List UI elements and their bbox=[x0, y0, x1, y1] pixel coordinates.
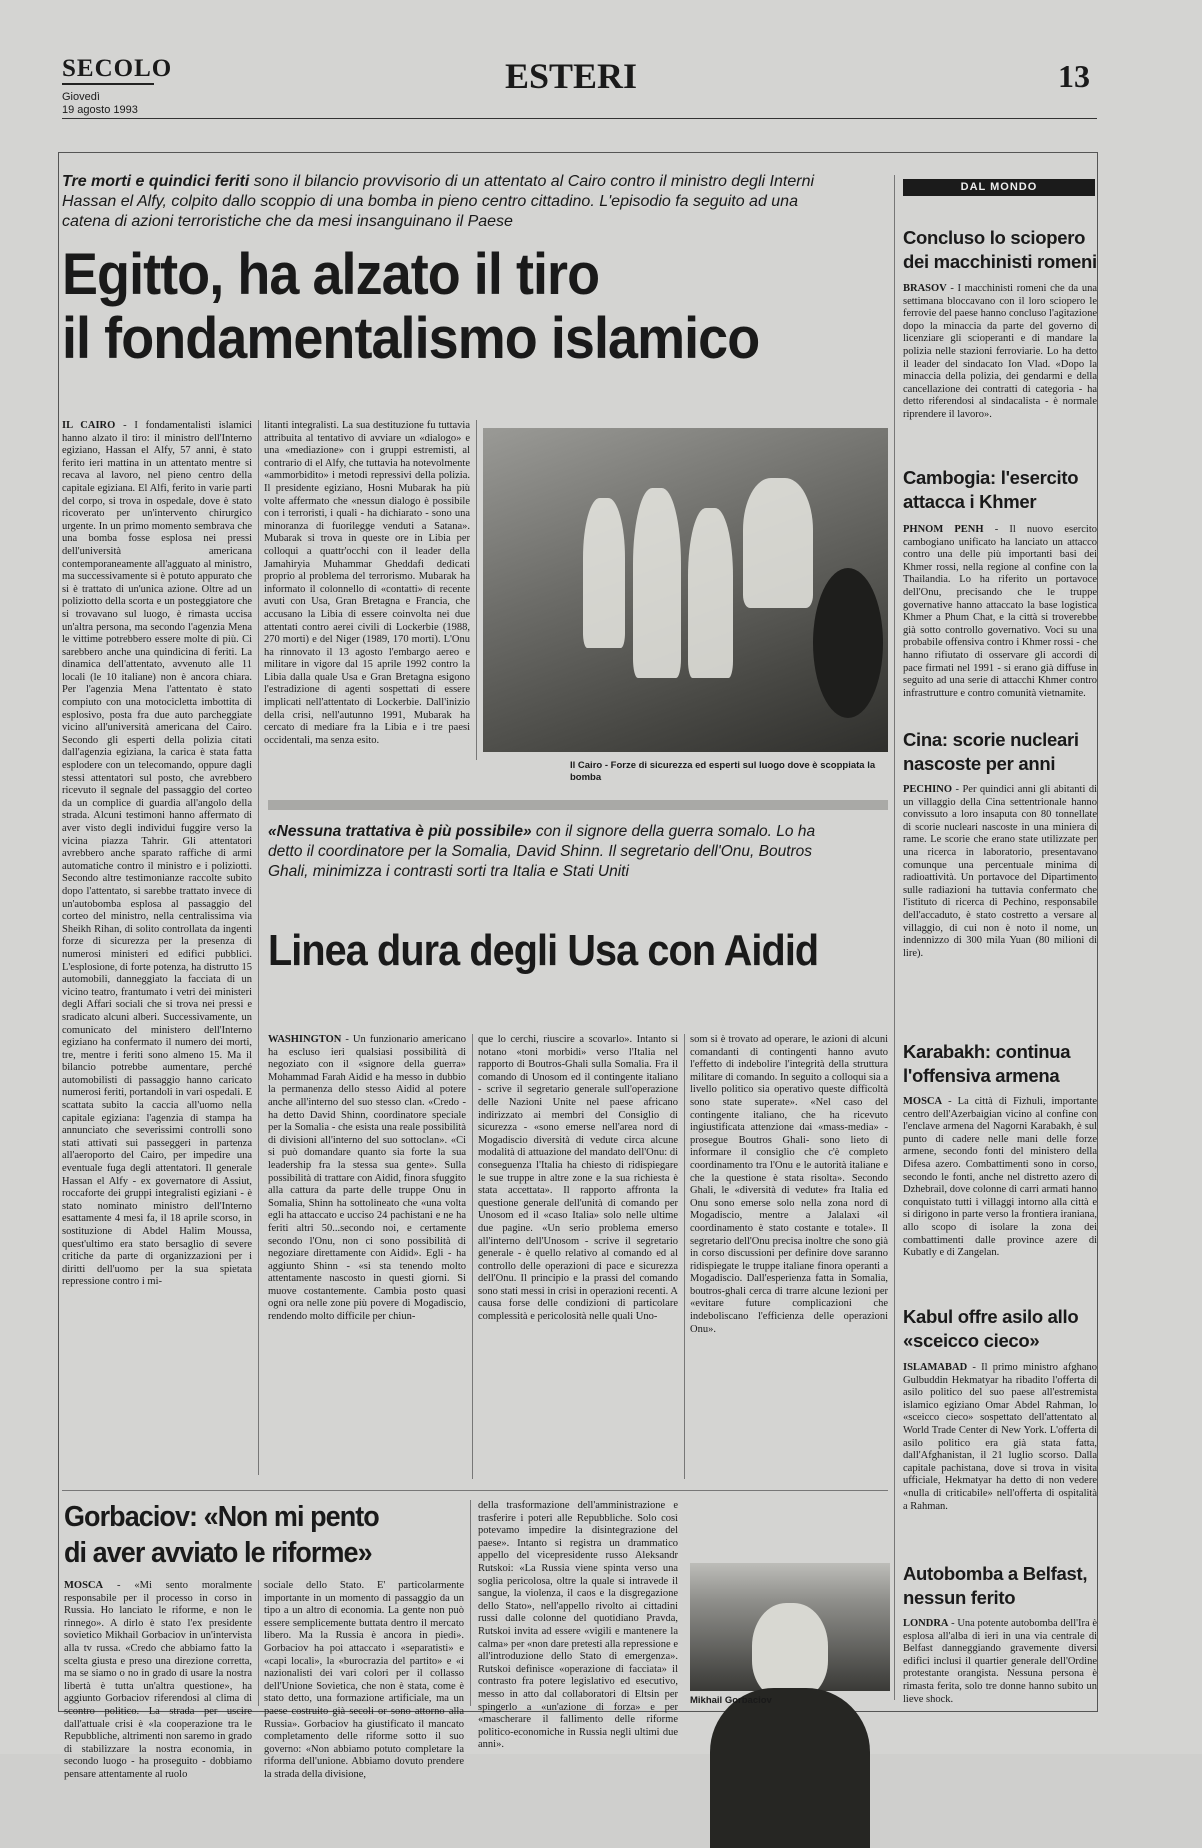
somalia-kicker bbox=[268, 822, 848, 882]
story-rule bbox=[62, 1490, 888, 1491]
lead-kicker-bold: Tre morti e quindici feriti bbox=[62, 173, 250, 190]
gorbaciov-dateline: MOSCA bbox=[64, 1580, 104, 1591]
photo-figure bbox=[743, 478, 813, 608]
brief-title-romania: Concluso lo sciopero dei macchinisti romeni bbox=[903, 227, 1097, 272]
gorbaciov-headline-line1: Gorbaciov: «Non mi pento bbox=[64, 1501, 379, 1533]
brief-text: - Il primo ministro afghano Gulbuddin Hekmatyar ha ribadito l'offerta di asilo politico del suo paese all'estremista islamico egiziano Omar Abdel Rahman, lo «sceicco cieco» sospettato dell'attentato al World Trade Center di New York. L'offerta di asilo politico era già stata fatta, dall'Afghanistan, il 21 luglio scorso. Dalla capitale pachistana, dove si trova in visita ufficiale, Hekmatyar ha detto di non vedere «nulla di criticabile» nell'offerta di ospitalità a Rahman. bbox=[903, 1362, 1097, 1512]
somalia-column-1 bbox=[268, 1034, 466, 1479]
gorbaciov-col2-text: sociale dello Stato. E' particolarmente importante in un momento di passaggio da un tipo a un altro di economia. La gente non può essere semplicemente buttata dentro il mercato libero. Ma la Russia è ancora in piedi». Gorbaciov ha poi attaccato i «separatisti» e «capi locali», la «burocrazia del partito» e «i nazionalisti dei vari colori per il collasso dell'Unione Sovietica, che non è stata, come è stato detto, una formazione artificiale, ma un paese costruito già secoli or sono attorno alla Russia». Gorbaciov ha giustificato il mancato completamento delle riforme sotto il suo governo: «Non abbiamo potuto completare la riforma dell'unione. Abbiamo dovuto prendere la strada della divisione, bbox=[264, 1580, 464, 1780]
column-rule bbox=[472, 1034, 473, 1479]
somalia-kicker-bold: «Nessuna trattativa è più possibile» bbox=[268, 823, 532, 840]
gorbaciov-column-1 bbox=[64, 1580, 252, 1780]
cairo-photo-caption: Il Cairo - Forze di sicurezza ed esperti sul luogo dove è scoppiata la bomba bbox=[570, 760, 876, 783]
masthead-logo: SECOLO bbox=[62, 55, 173, 82]
somalia-headline: Linea dura degli Usa con Aidid bbox=[268, 926, 819, 975]
lead-column-1 bbox=[62, 420, 252, 1475]
somalia-col1-text: - Un funzionario americano ha escluso ieri qualsiasi possibilità di negoziato con il «signore della guerra» Mohammad Farah Aidid e ha messo in dubbio la permanenza dello stesso Aidid al potere anche all'interno del suo stesso clan. «Credo - ha detto David Shinn, coordinatore speciale per la Somalia - che esista una reale possibilità di divisioni all'interno del suo sottoclan». «Ci si può domandare quanto sia forte la sua leadership fra la stessa sua gente». Sulla possibilità di trattare con Aidid, finora sfuggito alla cattura da parte delle truppe Onu in Somalia, Shinn ha sottolineato che «una volta egli ha attaccato e ucciso 24 pachistani e ne ha feriti altri 50...secondo noi, e certamente secondo l'Onu, non ci sono possibilità di negoziare direttamente con Aidid». Egli - ha aggiunto Shinn - «si sta tenendo molto attentamente nascosto in questi giorni. Si muove costantemente. Cambia posto quasi ogni ora nelle zone più povere di Mogadiscio, rendendo molto difficile per chiun- bbox=[268, 1034, 466, 1323]
brief-text: - Una potente autobomba dell'Ira è esplosa all'alba di ieri in una via centrale di Belfast danneggiando gravemente diversi edifici inclusi il quartier generale dell'Ordine protestante orangista. Nessuna persona è rimasta ferita, solo tre donne hanno subito un lieve shock. bbox=[903, 1618, 1097, 1705]
masthead-day: Giovedì bbox=[62, 91, 100, 103]
sidebar-tag: DAL MONDO bbox=[903, 179, 1095, 196]
lead-kicker bbox=[62, 172, 832, 232]
brief-body-romania bbox=[903, 283, 1097, 448]
lead-column-2 bbox=[264, 420, 470, 760]
gray-band bbox=[268, 800, 888, 810]
column-rule bbox=[258, 1580, 259, 1706]
masthead-rule bbox=[62, 118, 1097, 119]
photo-figure bbox=[688, 508, 733, 678]
gorbaciov-column-2 bbox=[264, 1580, 464, 1780]
masthead-date: 19 agosto 1993 bbox=[62, 104, 138, 116]
brief-body-belfast bbox=[903, 1618, 1097, 1706]
brief-dateline: PHNOM PENH bbox=[903, 524, 984, 535]
photo-figure bbox=[633, 488, 681, 678]
brief-title-cambodia: Cambogia: l'esercito attacca i Khmer bbox=[903, 467, 1079, 512]
lead-kicker-text: sono il bilancio provvisorio di un attentato al Cairo contro il ministro degli Interni Hassan el Alfy, colpito dallo scoppio di una bomba in pieno centro cittadino. L'episodio fa seguito ad una catena di azioni terroristiche che da mesi insanguinano il Paese bbox=[62, 173, 815, 230]
brief-title-karabakh: Karabakh: continua l'offensiva armena bbox=[903, 1041, 1071, 1086]
gorbaciov-column-3 bbox=[478, 1500, 678, 1751]
brief-title-belfast: Autobomba a Belfast, nessun ferito bbox=[903, 1563, 1088, 1608]
brief-title-china: Cina: scorie nucleari nascoste per anni bbox=[903, 729, 1079, 774]
lead-dateline: IL CAIRO bbox=[62, 420, 116, 431]
brief-dateline: ISLAMABAD bbox=[903, 1362, 968, 1373]
brief-dateline: PECHINO bbox=[903, 784, 953, 795]
brief-body-china bbox=[903, 784, 1097, 1024]
somalia-dateline: WASHINGTON bbox=[268, 1034, 342, 1045]
brief-text: - I macchinisti romeni che da una settimana bloccavano con il loro sciopero le ferrovie del paese hanno concluso l'agitazione dopo la minaccia da parte del governo di licenziare gli scioperanti e di mandare la polizia nelle stazioni ferroviarie. Lo ha detto il leader del sindacato Ion Vlad. «Dopo la minaccia della polizia, dei gendarmi e della cancellazione dei contratti di categoria - ha detto riferendosi al sindacalista - è normale riprendere il lavoro». bbox=[903, 283, 1097, 420]
cairo-bomb-photo bbox=[483, 428, 888, 752]
lead-col2-text: litanti integralisti. La sua destituzione fu tuttavia attribuita al tentativo di avviare un «dialogo» e una «mediazione» con i gruppi estremisti, al contrario di el Alfy, che tuttavia ha notevolmente «ammorbidito» i metodi repressivi della polizia. Il presidente egiziano, Hosni Mubarak ha più volte affermato che «nessun dialogo è possibile con i terroristi, i quali - ha dichiarato - sono una minoranza di fuorilegge venduti a Satana». Mubarak si trova in queste ore in Libia per colloqui a quattr'occhi con il leader della Jamahiryia Muhammar Gheddafi dedicati proprio al problema del terrorismo. Mubarak ha informato il colonnello di «contatti» di recente avuti con Usa, Gran Bretagna e Francia, che accusano la Libia di essere coinvolta nei due attentati contro aerei civili di Lockerbie (1988, 270 morti) e del Niger (1989, 170 morti). L'Onu ha rinnovato il 13 agosto l'embargo aereo e militare in vigore dal 15 aprile 1992 contro la Libia dalla quale Usa e Gran Bretagna esigono l'estradizione di agenti sospettati di essere implicati nell'attentato di Lockerbie. Dall'inizio della crisi, nell'autunno 1991, Mubarak ha cercato di mediare fra la Libia e i tre paesi occidentali, ma senza esito. bbox=[264, 420, 470, 746]
gorbaciov-col1-text: - «Mi sento moralmente responsabile per il processo in corso in Russia. Ho lanciato le riforme, e non le rinnego». A dirlo è stato l'ex presidente sovietico Mikhail Gorbaciov in un'intervista alla tv russa. «Credo che abbiamo fatto la scelta giusta e preso una direzione corretta, ma se siamo o no in grado di usare la nostra libertà è tutta un'altra questione», ha aggiunto Gorbaciov riferendosi al clima di scontro politico. La strada per uscire dall'attuale crisi è «la cooperazione tra le Repubbliche, altrimenti non saremo in grado di stabilizzare la nostra economia, in secondo luogo - ha proseguito - dobbiamo pensare attentamente al ruolo bbox=[64, 1580, 252, 1780]
photo-figure bbox=[583, 498, 625, 648]
gorbaciov-portrait bbox=[690, 1563, 890, 1691]
somalia-column-3 bbox=[690, 1034, 888, 1479]
gorbaciov-col3-text: della trasformazione dell'amministrazione e trasferire i poteri alle Repubbliche. Solo così potevamo impedire la disintegrazione del paese». Intanto si registra un drammatico appello del vicepresidente russo Aleksandr Rutskoi: «La Russia viene spinta verso una soglia pericolosa, oltre la quale si intravede il sangue, la violenza, il caos e la disgregazione dello Stato», nell'appello rivolto ai cittadini russi dalle colonne del quotidiano Pravda, Rutskoi invita ad essere «vigili e mantenere la calma» per «non dare pretesti alla repressione e all'introduzione dello Stato di emergenza». Rutskoi definisce «operazione di facciata» il contrasto fra potere legislativo ed esecutivo, messo in atto dal collaboratori di Eltsin per spingerlo a «un'azione di forza» e per «mascherare il fallimento delle riforme politico-economiche in Russia negli ultimi due anni». bbox=[478, 1500, 678, 1751]
brief-dateline: BRASOV bbox=[903, 283, 947, 294]
column-rule bbox=[684, 1034, 685, 1479]
somalia-kicker-text: con il signore della guerra somalo. Lo ha detto il coordinatore per la Somalia, David Shinn. Il segretario dell'Onu, Boutros Ghali, minimizza i contrasti sorti tra Italia e Stati Uniti bbox=[268, 823, 816, 880]
column-rule bbox=[894, 175, 895, 1700]
brief-body-cambodia bbox=[903, 524, 1097, 710]
portrait-body bbox=[710, 1688, 870, 1848]
somalia-col2-text: que lo cerchi, riuscire a scovarlo». Intanto si notano «toni morbidi» verso l'Italia nel rapporto di Boutros-Ghali sulla Somalia. Fra il comando di Unosom ed il contingente italiano - scrive il segretario generale sull'operazione delle Nazioni Unite nel paese africano indirizzato ai membri del Consiglio di sicurezza - «sono emerse nell'area nord di Mogadiscio diversità di vedute circa alcune modalità di attuazione del mandato dell'Onu: di conseguenza l'Italia ha chiesto di ridispiegare le sue truppe in altre zone e la sua richiesta è stata accettata». Il rapporto affronta la questione generale dell'unità di comando per Unosom ed il «caso Italia» solo nelle ultime due pagine. «Un serio problema emerso all'interno dell'Unosom - scrive il segretario generale - è quello relativo al comando ed al controllo delle operazioni di pace e sicurezza dell'Onu. Il principio e la prassi del comando sono stati messi in crisi in operazioni recenti. A causa forse delle condizioni di particolare complessità e pericolosità nelle quali Uno- bbox=[478, 1034, 678, 1323]
brief-body-kabul bbox=[903, 1362, 1097, 1562]
brief-dateline: MOSCA bbox=[903, 1096, 943, 1107]
lead-col1-text: - I fondamentalisti islamici hanno alzato il tiro: il ministro dell'Interno egiziano, Hassan el Alfy, 57 anni, è stato ferito ieri mattina in un attentato mentre si recava al lavoro, nel pieno centro della capitale egiziana. El Alfi, ferito in varie parti del corpo, si trova in ospedale, dove è stato ricoverato per un'intervento chirurgico urgente. In un primo momento sembrava che una bomba fosse esplosa nei pressi dell'università americana contemporaneamente all'agguato al ministro, ma successivamente si è potuto appurato che si è trattato di un'unica azione. Oltre ad un poliziotto della scorta e un posteggiatore che si trovavano sul luogo, è rimasta uccisa un'altra persona, ma secondo l'agenzia Mena le vittime potrebbero essere molte di più. Ci sarebbero anche una quindicina di feriti. La dinamica dell'attentato, avvenuto alle 11 locali (le 10 italiane) non è ancora chiara. Per l'agenzia Mena l'attentato è stato compiuto con una motocicletta imbottita di esplosivo, posta fra due auto parcheggiate vicino all'università americana del Cairo. Secondo gli esperti della polizia citati dall'agenzia egiziana, la carica è stata fatta esplodere con un telecomando, oppure dagli stessi attentatori sul posto, che avrebbero ricevuto il segnale del passaggio del corteo da un complice di guardia all'angolo della strada. Alcuni testimoni hanno affermato di aver visto degli individui fuggire verso la vicina piazza Tahrir. Gli attentatori avrebbero anche sparato raffiche di armi automatiche contro il ministro e i poliziotti. Secondo altre testimonianze raccolte subito dopo l'attentato, si sarebbe trattato invece di un'autobomba esplosa al passaggio del corteo del ministro, nella centralissima via Sheikh Rihan, di solito controllata da ingenti forze di sicurezza per la presenza di numerosi ministeri ed edifici pubblici. L'esplosione, di forte potenza, ha distrutto 15 automobili, danneggiato la facciata di un vicino teatro, frantumato i vetri dei ministeri degli Affari sociali che si trova nei pressi e sradicato alcuni alberi. Successivamente, un comunicato del ministero dell'Interno egiziano ha confermato il numero dei morti, tre, mentre i feriti sono almeno 15. Ma il bilancio potrebbe aumentare, perché automobilisti di passaggio hanno caricato numerosi feriti, portandoli in vari ospedali. E scattata subito la caccia all'uomo nella capitale egiziana: l'agenzia di stampa ha annunciato che severissimi controlli sono stati attivati sui passeggeri in partenza all'aeroporto del Cairo, per impedire una eventuale fuga degli attentatori. Il generale Hassan el Alfy - ex governatore di Assiut, roccaforte dei gruppi integralisti egiziani - è stato nominato ministro dell'Interno esattamente 4 mesi fa, il 18 aprile scorso, in sostituzione di Abdel Halim Moussa, quest'ultimo era stato bersaglio di severe critiche da parte di organizzazioni per i diritti dell'uomo per la sua spietata repressione contro i mi- bbox=[62, 420, 252, 1288]
page-number: 13 bbox=[1058, 58, 1090, 94]
brief-text: - Per quindici anni gli abitanti di un villaggio della Cina settentrionale hanno convissuto a loro insaputa con 80 tonnellate di scorie nucleari nascoste in una miniera di rame. Le scorie che erano state utilizzate per una ricerca in laboratorio, presentavano comunque una percentuale minima di radioattività. Un portavoce del Dipartimento sulle radiazioni ha tuttavia confermato che l'istituto di ricerca di Pechino, responsabile dell'accaduto, è stato costretto a versare al villaggio, di cui non è noto il nome, un indennizzo di 300 mila Yuan (80 milioni di lire). bbox=[903, 784, 1097, 959]
somalia-column-2 bbox=[478, 1034, 678, 1479]
portrait-head bbox=[752, 1603, 828, 1699]
column-rule bbox=[470, 1500, 471, 1706]
brief-body-karabakh bbox=[903, 1096, 1097, 1296]
gorbaciov-headline-line2: di aver avviato le riforme» bbox=[64, 1537, 372, 1569]
masthead-logo-underline bbox=[62, 83, 154, 85]
lead-headline-line2: il fondamentalismo islamico bbox=[62, 306, 760, 371]
portrait-caption: Mikhail Gorbaciov bbox=[690, 1695, 772, 1706]
brief-title-kabul: Kabul offre asilo allo «sceicco cieco» bbox=[903, 1306, 1079, 1351]
brief-text: - La città di Fizhuli, importante centro dell'Azerbaigian vicino al confine con l'enclave armena del Nagorni Karabakh, è sul punto di cadere nelle mani delle forze armene, secondo fonti del ministero della Difesa azero. Combattimenti sono in corso, secondo le fonti, anche nel distretto azero di Dzhebrail, dove colonne di carri armati hanno conquistato tutti i villaggi intorno alla città e si dirigono in parte verso la frontiera iraniana, allo scopo di isolare la zona dei combattimenti dalle province azere di Kubatly e di Zangelan. bbox=[903, 1096, 1097, 1259]
column-rule bbox=[476, 420, 477, 760]
column-rule bbox=[258, 420, 259, 1475]
brief-text: - Il nuovo esercito cambogiano unificato ha lanciato un attacco contro una delle più importanti basi dei Khmer rossi, nella regione al confine con la Thailandia. Lo ha riferito un portavoce dell'Onu, precisando che le truppe governative hanno attaccato la base logistica Khmer a Phum Chat, e la città si troverebbe già sotto controllo governativo. Voci su una probabile offensiva contro i Khmer rossi - che hanno rifiutato di osservare gli accordi di pace firmati nel 1991 - si erano già diffuse in seguito ad una serie di attacchi Khmer contro infrastrutture e contro comunità vietnamite. bbox=[903, 524, 1097, 699]
brief-dateline: LONDRA bbox=[903, 1618, 949, 1629]
photo-figure bbox=[813, 568, 883, 718]
lead-headline-line1: Egitto, ha alzato il tiro bbox=[62, 242, 600, 307]
somalia-col3-text: som si è trovato ad operare, le azioni di alcuni comandanti di contingenti hanno avuto l'effetto di indebolire l'integrità della struttura militare di comando. In seguito a colloqui sia a livello politico sia operativo queste difficoltà sono state superate». «Nel caso del contingente italiano, che ha ricevuto ingiustificata attenzione dai «mass-media» - prosegue Boutros Ghali- sono lieto di informare il consiglio che c'è completo coordinamento tra l'Onu e le autorità italiane e che la questione è stata risolta». Secondo Ghali, le «diversità di vedute» fra Italia ed Onu sono emerse solo nella zona nord di Mogadiscio, mentre a Jalalaxi «il coordinamento è stato costante e totale». Il segretario dell'Onu precisa inoltre che sono già in corso discussioni per definire dove saranno ridispiegate le truppe italiane finora operanti a Mogadiscio. Dall'esperienza fatta in Somalia, boutros-ghali cerca di trarre alcune lezioni per «evitare future complicazioni che indeboliscano l'efficienza delle operazioni Onu». bbox=[690, 1034, 888, 1335]
section-title: ESTERI bbox=[505, 56, 638, 96]
